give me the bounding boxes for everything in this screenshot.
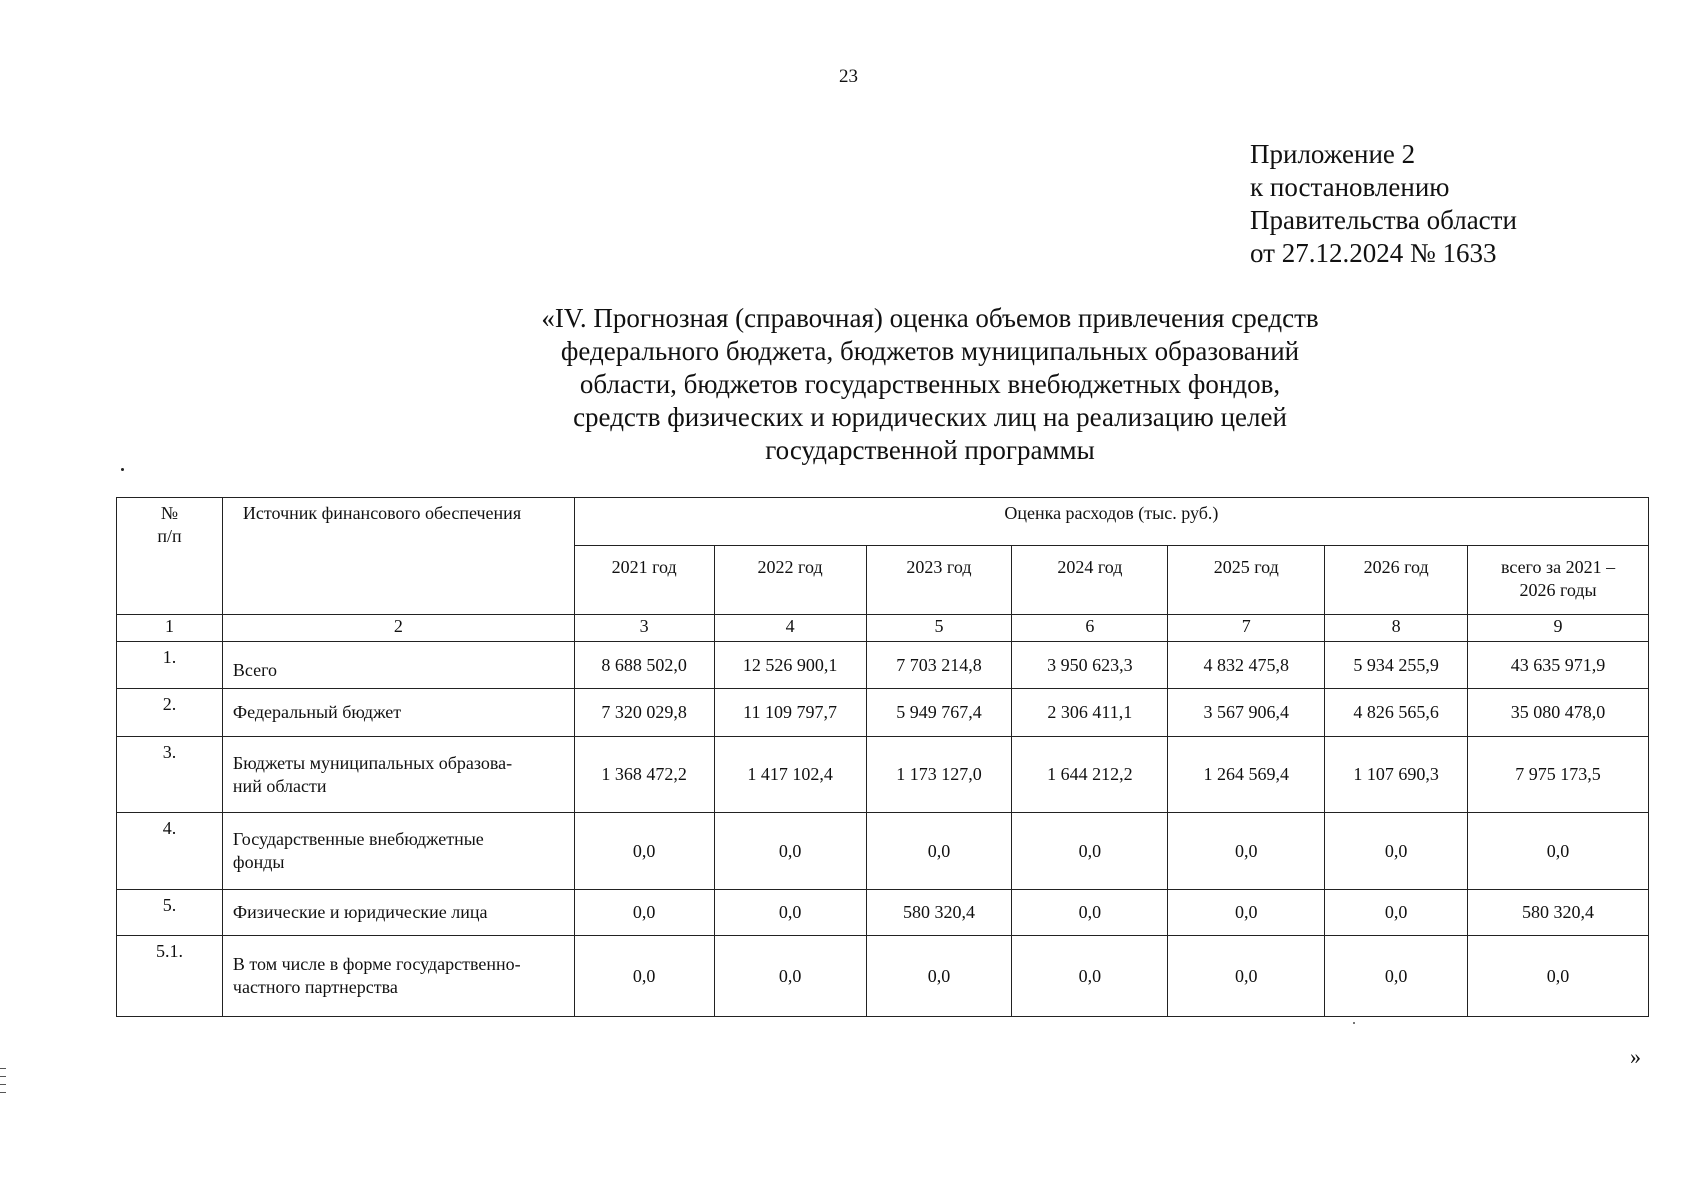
header-row <box>117 498 1649 546</box>
row-value: 11 109 797,7 <box>714 689 866 737</box>
header-year-2025: 2025 год <box>1168 546 1325 615</box>
header-estimate-label: Оценка расходов (тыс. руб.) <box>1004 503 1219 523</box>
row-value: 12 526 900,1 <box>714 642 866 689</box>
appendix-line: к постановлению <box>1250 172 1450 202</box>
table-row <box>117 642 1649 689</box>
row-value: 35 080 478,0 <box>1468 689 1649 737</box>
header-year-2023: 2023 год <box>866 546 1012 615</box>
row-value: 0,0 <box>574 813 714 890</box>
row-label-line: фонды <box>232 852 285 872</box>
appendix-line: от 27.12.2024 № 1633 <box>1250 238 1497 268</box>
column-number: 8 <box>1325 615 1468 642</box>
row-value: 580 320,4 <box>1468 890 1649 936</box>
row-value: 7 320 029,8 <box>574 689 714 737</box>
scan-speck <box>1353 1022 1355 1024</box>
row-value: 5 934 255,9 <box>1325 642 1468 689</box>
header-number-cell <box>117 498 223 615</box>
row-value: 43 635 971,9 <box>1468 642 1649 689</box>
row-value: 1 107 690,3 <box>1325 737 1468 813</box>
row-value: 0,0 <box>1168 890 1325 936</box>
header-source-cell <box>222 498 574 615</box>
row-number: 2. <box>117 689 223 737</box>
row-value: 7 703 214,8 <box>866 642 1012 689</box>
title-line: федерального бюджета, бюджетов муниципальных образований <box>560 336 1300 366</box>
row-value: 1 173 127,0 <box>866 737 1012 813</box>
row-value: 0,0 <box>1325 890 1468 936</box>
header-total-sublabel: 2026 годы <box>1519 580 1597 600</box>
row-number: 5.1. <box>117 936 223 1017</box>
appendix-block <box>1250 138 1517 270</box>
header-total-label: всего за 2021 – <box>1500 557 1616 577</box>
table-row <box>117 890 1649 936</box>
row-value: 0,0 <box>866 936 1012 1017</box>
row-number: 1. <box>117 642 223 689</box>
scan-dot <box>121 468 124 471</box>
column-number: 3 <box>574 615 714 642</box>
header-year-2022: 2022 год <box>714 546 866 615</box>
header-year-2021: 2021 год <box>574 546 714 615</box>
header-year-2026: 2026 год <box>1325 546 1468 615</box>
row-label-line: В том числе в форме государственно- <box>232 954 521 974</box>
row-value: 0,0 <box>1012 890 1168 936</box>
column-numbers-row <box>117 615 1649 642</box>
row-value: 1 368 472,2 <box>574 737 714 813</box>
row-label <box>222 936 574 1017</box>
row-value: 0,0 <box>1012 936 1168 1017</box>
row-value: 0,0 <box>1325 813 1468 890</box>
column-number: 7 <box>1168 615 1325 642</box>
row-value: 8 688 502,0 <box>574 642 714 689</box>
appendix-line: Приложение 2 <box>1250 139 1416 169</box>
row-value: 0,0 <box>574 890 714 936</box>
header-number-sublabel: п/п <box>157 526 182 546</box>
column-number: 9 <box>1468 615 1649 642</box>
row-value: 5 949 767,4 <box>866 689 1012 737</box>
row-value: 3 950 623,3 <box>1012 642 1168 689</box>
row-value: 7 975 173,5 <box>1468 737 1649 813</box>
column-number: 5 <box>866 615 1012 642</box>
row-label-line: частного партнерства <box>232 977 398 997</box>
row-value: 4 826 565,6 <box>1325 689 1468 737</box>
row-value: 0,0 <box>1468 936 1649 1017</box>
column-number: 4 <box>714 615 866 642</box>
page-number: 23 <box>839 66 858 87</box>
header-source-label: Источник финансового обеспечения <box>242 503 522 523</box>
row-label-line: Бюджеты муниципальных образова- <box>232 752 513 773</box>
table-row <box>117 689 1649 737</box>
row-label-line: Государственные внебюджетные <box>232 829 484 849</box>
column-number: 6 <box>1012 615 1168 642</box>
title-line: государственной программы <box>765 435 1095 465</box>
header-total <box>1468 546 1649 615</box>
section-title <box>430 302 1430 467</box>
row-value: 1 644 212,2 <box>1012 737 1168 813</box>
row-value: 0,0 <box>714 890 866 936</box>
column-number: 1 <box>117 615 223 642</box>
row-value: 0,0 <box>1012 813 1168 890</box>
row-value: 1 264 569,4 <box>1168 737 1325 813</box>
row-value: 0,0 <box>1325 936 1468 1017</box>
row-value: 0,0 <box>1468 813 1649 890</box>
header-number-label: № <box>160 503 179 523</box>
closing-quote: » <box>1630 1044 1641 1069</box>
appendix-line: Правительства области <box>1250 205 1517 235</box>
row-value: 3 567 906,4 <box>1168 689 1325 737</box>
row-value: 1 417 102,4 <box>714 737 866 813</box>
row-number: 4. <box>117 813 223 890</box>
row-value: 0,0 <box>1168 813 1325 890</box>
row-number: 5. <box>117 890 223 936</box>
row-label <box>222 813 574 890</box>
title-line: средств физических и юридических лиц на реализацию целей <box>573 402 1287 432</box>
table-row <box>117 737 1649 813</box>
row-label <box>222 737 574 813</box>
row-label-line: ний области <box>232 775 327 796</box>
row-value: 2 306 411,1 <box>1012 689 1168 737</box>
financing-table <box>116 497 1649 1017</box>
row-label: Федеральный бюджет <box>222 689 574 737</box>
row-value: 0,0 <box>1168 936 1325 1017</box>
scan-margin-marks <box>0 1068 6 1100</box>
header-estimate-cell <box>574 498 1648 546</box>
row-value: 0,0 <box>866 813 1012 890</box>
header-year-2024: 2024 год <box>1012 546 1168 615</box>
table-row <box>117 813 1649 890</box>
row-value: 580 320,4 <box>866 890 1012 936</box>
row-label: Всего <box>222 642 574 689</box>
title-line: «IV. Прогнозная (справочная) оценка объемов привлечения средств <box>541 303 1319 333</box>
row-label: Физические и юридические лица <box>222 890 574 936</box>
row-number: 3. <box>117 737 223 813</box>
row-value: 4 832 475,8 <box>1168 642 1325 689</box>
column-number: 2 <box>222 615 574 642</box>
row-value: 0,0 <box>714 936 866 1017</box>
row-value: 0,0 <box>714 813 866 890</box>
row-value: 0,0 <box>574 936 714 1017</box>
title-line: области, бюджетов государственных внебюджетных фондов, <box>579 369 1281 399</box>
table-row <box>117 936 1649 1017</box>
